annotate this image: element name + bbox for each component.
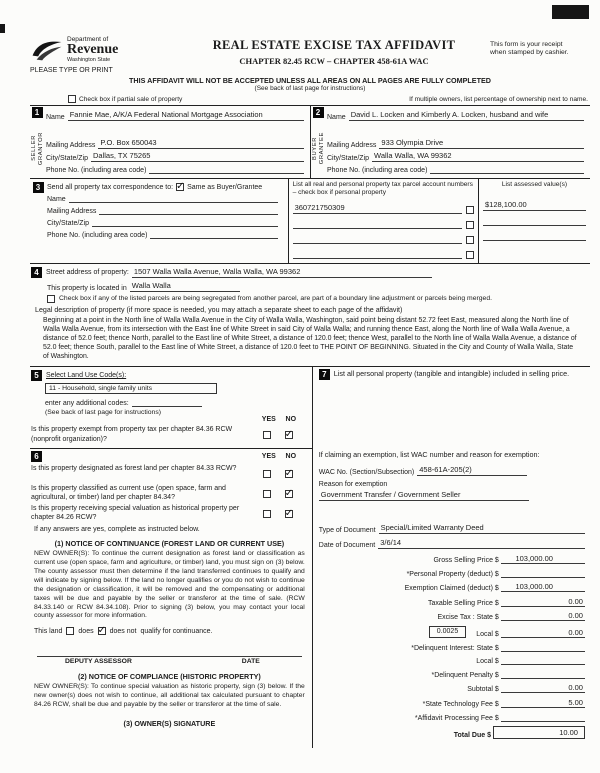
land-use-section [30, 367, 312, 448]
seller-side-label: SELLER [30, 135, 37, 162]
additional-codes-label: enter any additional codes: [45, 400, 129, 408]
fee-row-state-technology [319, 698, 585, 708]
yes-column-header-s5: YES [261, 416, 276, 424]
fee-row-excise-state [319, 611, 585, 621]
section-5-number: 5 [31, 370, 42, 381]
does-not-label: does not [109, 627, 137, 635]
buyer-mailing-label: Mailing Address [327, 142, 377, 150]
assessed-value-field-1[interactable]: $128,100.00 [483, 200, 586, 211]
date-label: DATE [241, 658, 260, 666]
owners-signature-title: (3) OWNER(S) SIGNATURE [123, 719, 216, 729]
parcel-number-field-4[interactable] [293, 249, 462, 259]
assessed-value-field-3[interactable] [483, 231, 586, 241]
logo-dept-text: Department of [67, 36, 109, 43]
land-use-code-field[interactable]: 11 - Household, single family units [45, 383, 217, 394]
wac-number-field[interactable]: 458-61A-205(2) [417, 465, 527, 476]
affidavit-processing-fee-field[interactable] [501, 713, 585, 722]
corr-mailing-label: Mailing Address [47, 208, 97, 216]
fee-row-delinquent-interest-local [319, 656, 585, 665]
corr-phone-field[interactable] [150, 229, 277, 239]
state-technology-fee-field[interactable]: 5.00 [501, 698, 585, 708]
dor-logo [30, 36, 178, 74]
buyer-phone-label: Phone No. (including area code) [327, 167, 428, 175]
buyer-name-field[interactable]: David L. Locken and Kimberly A. Locken, husband and wife [349, 110, 584, 121]
corr-mailing-field[interactable] [99, 205, 277, 215]
receipt-note-line2: when stamped by cashier. [490, 49, 569, 57]
state-technology-fee-label: *State Technology Fee $ [422, 701, 499, 708]
logo-state-text: Washington State [67, 57, 111, 64]
notice-compliance-title: (2) NOTICE OF COMPLIANCE (HISTORIC PROPERTY) [78, 672, 261, 682]
seller-csz-label: City/State/Zip [46, 155, 89, 163]
if-yes-note: If any answers are yes, complete as instructed below. [34, 526, 200, 534]
section-3-number: 3 [33, 182, 44, 193]
logo-agency-name: Revenue [67, 42, 119, 58]
multiple-owners-note: If multiple owners, list percentage of ownership next to name. [409, 96, 588, 104]
parcel-personal-checkbox-3[interactable] [466, 236, 474, 244]
grantee-side-label: GRANTEE [318, 132, 325, 165]
located-in-field[interactable]: Walla Walla [130, 281, 240, 292]
section-7-number: 7 [319, 369, 330, 380]
segregated-checkbox[interactable] [47, 295, 55, 303]
total-due-field[interactable]: 10.00 [493, 726, 585, 739]
partial-sale-checkbox[interactable] [68, 95, 76, 103]
acceptance-warning: THIS AFFIDAVIT WILL NOT BE ACCEPTED UNLESS ALL AREAS ON ALL PAGES ARE FULLY COMPLETED [129, 76, 491, 86]
legal-description-text: Beginning at a point in the North line of Walla Walla Avenue in the City of Walla Walla, Washington, said point being distant 52.72 feet East, measured along the North line of Walla Walla Avenue, from its intersection with the East line of White Street in said City of Walla Walla; and running thence East, along the North line of Walla Walla Avenue, a distance of 52.0 feet; thence North, parallel to the East line of White Street, a distance of 120.0 feet; thence West, parallel to the North line of Walla Walla Avenue, a distance of 52.0 feet; thence South, parallel to the East line of White Street, a distance of 120.0 feet to THE POINT OF BEGINNING. Situated in the City and County of Walla Walla, State of Washington. [43, 316, 577, 361]
form-header [30, 36, 590, 74]
current-use-no-checkbox[interactable] [285, 490, 293, 498]
legal-description-label: Legal description of property (if more space is needed, you may attach a separate sheet to each page of the affidavit) [35, 305, 403, 314]
street-address-label: Street address of property: [46, 268, 129, 276]
parcel-personal-checkbox-4[interactable] [466, 251, 474, 259]
buyer-mailing-field[interactable]: 933 Olympia Drive [379, 138, 584, 149]
deputy-assessor-label: DEPUTY ASSESSOR [65, 658, 132, 666]
excise-tax-state-field[interactable]: 0.00 [501, 611, 585, 621]
exempt-yes-checkbox[interactable] [263, 431, 271, 439]
fee-row-exemption [319, 582, 585, 592]
receipt-note-line1: This form is your receipt [490, 41, 563, 48]
reason-exemption-label: Reason for exemption [318, 481, 388, 489]
fee-row-delinquent-penalty [319, 670, 585, 679]
delinquent-penalty-field[interactable] [501, 670, 585, 679]
exemption-claim-label: If claiming an exemption, list WAC number and reason for exemption: [318, 450, 540, 460]
fee-row-excise-local [319, 626, 585, 638]
fee-row-delinquent-interest-state [319, 643, 585, 652]
parcel-number-field-2[interactable] [293, 219, 462, 229]
buyer-csz-label: City/State/Zip [327, 155, 370, 163]
receipt-note [490, 36, 590, 58]
land-does-checkbox[interactable] [66, 627, 74, 635]
fee-row-gross [319, 554, 585, 564]
parcel-number-field-3[interactable] [293, 234, 462, 244]
delinquent-interest-state-field[interactable] [501, 643, 585, 652]
no-column-header-s6: NO [285, 452, 297, 460]
doc-date-label: Date of Document [318, 542, 376, 550]
fee-row-subtotal [319, 683, 585, 693]
total-due-label: Total Due $ [453, 732, 491, 740]
notice-compliance-text: NEW OWNER(S): To continue special valuation as historic property, sign (3) below. If the new owner(s) does not wish to continue, all additional tax calculated pursuant to chapter 84.26 RCW, shall be due and payable by the seller or transferor at the time of sale. [34, 683, 305, 709]
fee-row-taxable [319, 597, 585, 607]
same-as-buyer-label: Same as Buyer/Grantee [187, 183, 263, 191]
section-seller [30, 106, 310, 178]
parcel-personal-checkbox-1[interactable] [466, 206, 474, 214]
form-title: REAL ESTATE EXCISE TAX AFFIDAVIT [212, 38, 456, 52]
send-correspondence-label: Send all property tax correspondence to: [47, 183, 174, 191]
subtotal-field[interactable]: 0.00 [501, 683, 585, 693]
scan-edge-mark [0, 24, 5, 33]
taxable-selling-price-label: Taxable Selling Price $ [427, 599, 499, 607]
buyer-phone-field[interactable] [430, 164, 584, 174]
buyer-side-label: BUYER [311, 136, 318, 160]
assessed-value-field-2[interactable] [483, 216, 586, 226]
personal-property-field[interactable] [319, 380, 585, 450]
current-use-question: Is this property classified as current use (open space, farm and agricultural, or timber) land per chapter 84.34? [31, 484, 226, 501]
see-back-note: (See back of last page for instructions) [254, 85, 366, 93]
property-location-section [30, 264, 590, 368]
taxable-selling-price-field[interactable]: 0.00 [501, 597, 585, 607]
additional-codes-field[interactable] [132, 397, 202, 407]
scan-registration-mark [552, 5, 589, 19]
grantor-side-label: GRANTOR [37, 131, 44, 165]
seller-name-label: Name [46, 114, 65, 122]
land-use-column [30, 367, 313, 748]
reason-exemption-field[interactable]: Government Transfer / Government Seller [319, 490, 529, 501]
seller-phone-field[interactable] [149, 164, 304, 174]
partial-sale-label: Check box if partial sale of property [79, 95, 183, 103]
personal-property-label: List all personal property (tangible and intangible) included in selling price. [333, 369, 570, 379]
subtotal-label: Subtotal $ [467, 686, 499, 694]
yes-column-header-s6: YES [261, 452, 276, 460]
fee-row-total-due [319, 726, 585, 739]
excise-tax-local-field[interactable]: 0.00 [501, 628, 585, 638]
delinquent-penalty-label: *Delinquent Penalty $ [431, 671, 499, 679]
corr-name-label: Name [47, 196, 66, 204]
corr-csz-label: City/State/Zip [47, 220, 90, 228]
notice-continuance-text: NEW OWNER(S): To continue the current designation as forest land or classification as current use (open space, farm and agriculture, or timber) land, you must sign on (3) below. The county assessor must then determine if the land transferred continues to qualify and will indicate by signing below. If the land no longer qualifies or you do not wish to continue the designation or classification, it will be removed and the compensating or additional taxes will be due and payable by the seller or transferor at the time of sale. (RCW 84.33.140 or RCW 84.34.108). Prior to signing (3) below, you may contact your local county assessor for more information. [34, 550, 305, 620]
personal-property-deduct-field[interactable] [501, 569, 585, 578]
affidavit-processing-fee-label: *Affidavit Processing Fee $ [414, 714, 499, 722]
corr-name-field[interactable] [69, 193, 278, 203]
gross-selling-price-field[interactable]: 103,000.00 [501, 554, 585, 564]
historic-yes-checkbox[interactable] [263, 510, 271, 518]
exempt-question: Is this property exempt from property tax per chapter 84.36 RCW (nonprofit organization)? [31, 426, 233, 443]
excise-tax-state-label: Excise Tax : State $ [437, 614, 499, 622]
local-rate-box[interactable]: 0.0025 [429, 626, 466, 638]
continuance-section [30, 449, 312, 728]
corr-csz-field[interactable] [92, 217, 278, 227]
deputy-assessor-signature-field[interactable] [37, 643, 302, 657]
forest-yes-checkbox[interactable] [263, 470, 271, 478]
revenue-wave-icon [30, 38, 64, 62]
tax-correspondence-section [30, 179, 590, 263]
exemption-fees-column [313, 367, 590, 748]
parcel-number-field-1[interactable]: 360721750309 [293, 203, 462, 214]
no-column-header-s5: NO [285, 416, 297, 424]
excise-local-label-group [319, 626, 499, 638]
seller-csz-field[interactable]: Dallas, TX 75265 [91, 151, 304, 162]
parcel-personal-checkbox-2[interactable] [466, 221, 474, 229]
current-use-yes-checkbox[interactable] [263, 490, 271, 498]
exempt-no-checkbox[interactable] [285, 431, 293, 439]
section-4-number: 4 [31, 267, 42, 278]
please-type-or-print: PLEASE TYPE OR PRINT [30, 67, 113, 75]
see-back-note-s5: (See back of last page for instructions) [45, 409, 161, 417]
chapter-line: CHAPTER 82.45 RCW – CHAPTER 458-61A WAC [239, 56, 429, 66]
fee-row-affidavit-processing [319, 713, 585, 722]
historic-no-checkbox[interactable] [285, 510, 293, 518]
seller-mailing-field[interactable]: P.O. Box 650043 [98, 138, 304, 149]
parcel-numbers-header: List all real and personal property tax parcel account numbers – check box if personal property [292, 181, 473, 197]
forest-land-question: Is this property designated as forest land per chapter 84.33 RCW? [31, 464, 237, 472]
buyer-csz-field[interactable]: Walla Walla, WA 99362 [372, 151, 584, 162]
notice-continuance-title: (1) NOTICE OF CONTINUANCE (FOREST LAND OR CURRENT USE) [54, 539, 285, 549]
land-use-title: Select Land Use Code(s): [46, 372, 127, 380]
delinquent-interest-local-label: Local $ [476, 658, 499, 666]
forest-no-checkbox[interactable] [285, 470, 293, 478]
wac-number-label: WAC No. (Section/Subsection) [318, 469, 415, 477]
personal-property-deduct-label: *Personal Property (deduct) $ [406, 570, 499, 578]
assessed-value-header: List assessed value(s) [501, 181, 568, 189]
doc-type-field[interactable]: Special/Limited Warranty Deed [379, 523, 585, 534]
doc-date-field[interactable]: 3/6/14 [378, 538, 585, 549]
excise-tax-local-label: Local $ [476, 631, 499, 639]
qualify-label: qualify for continuance. [140, 627, 213, 635]
same-as-buyer-checkbox[interactable] [176, 183, 184, 191]
exemption-claimed-label: Exemption Claimed (deduct) $ [404, 585, 499, 593]
exemption-claimed-field[interactable]: 103,000.00 [501, 582, 585, 592]
seller-phone-label: Phone No. (including area code) [46, 167, 147, 175]
historic-question: Is this property receiving special valuation as historical property per chapter 84.26 RCW? [31, 504, 240, 521]
seller-name-field[interactable]: Fannie Mae, A/K/A Federal National Mortgage Association [68, 110, 304, 121]
buyer-name-label: Name [327, 114, 346, 122]
located-in-label: This property is located in [47, 284, 127, 292]
this-land-label: This land [34, 627, 63, 635]
segregated-label: Check box if any of the listed parcels are being segregated from another parcel, are part of a boundary line adjustment or parcels being merged. [59, 295, 492, 303]
corr-phone-label: Phone No. (including area code) [47, 232, 148, 240]
fee-row-personal-property [319, 569, 585, 578]
section-2-number: 2 [313, 107, 324, 118]
land-does-not-checkbox[interactable] [98, 627, 106, 635]
delinquent-interest-local-field[interactable] [501, 656, 585, 665]
section-6-number: 6 [31, 451, 42, 462]
doc-type-label: Type of Document [318, 527, 376, 535]
section-1-number: 1 [32, 107, 43, 118]
does-label: does [78, 627, 94, 635]
seller-buyer-section [30, 105, 590, 179]
street-address-field[interactable]: 1507 Walla Walla Avenue, Walla Walla, WA 99362 [132, 267, 432, 278]
seller-mailing-label: Mailing Address [46, 142, 96, 150]
delinquent-interest-state-label: *Delinquent Interest: State $ [411, 644, 499, 652]
gross-selling-price-label: Gross Selling Price $ [433, 557, 499, 565]
section-buyer [310, 106, 590, 178]
